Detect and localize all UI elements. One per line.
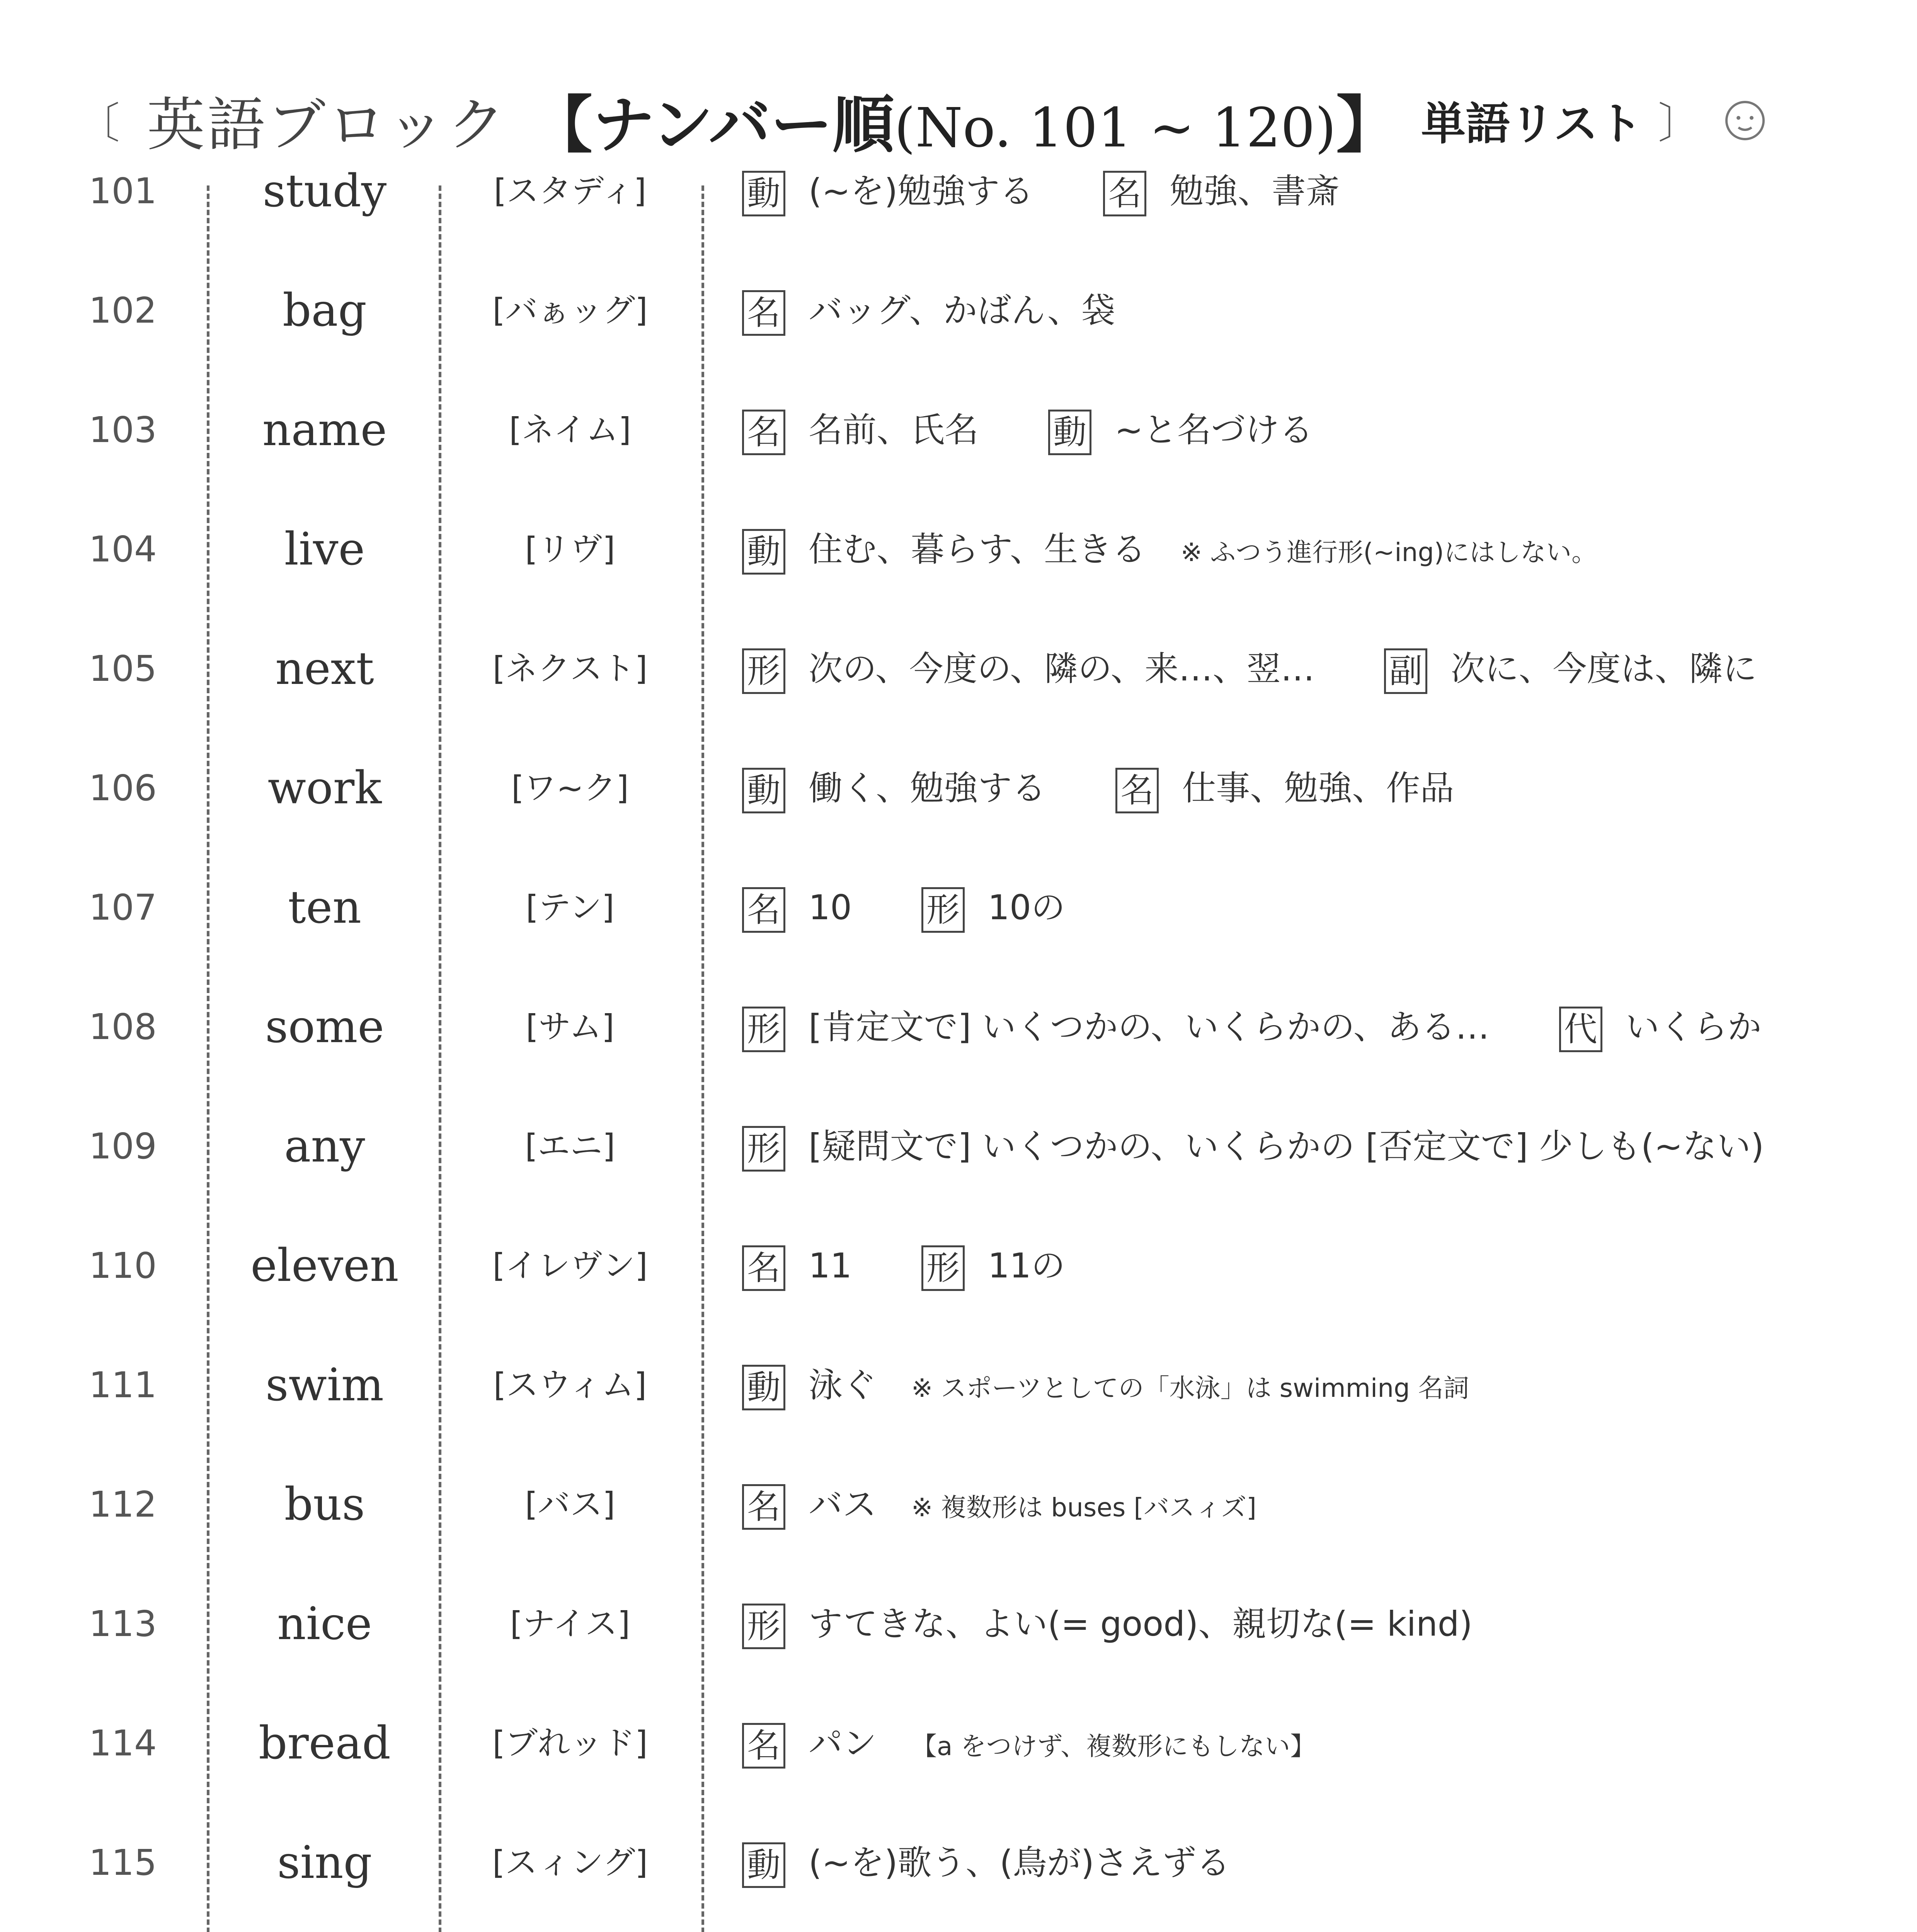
word-row bbox=[0, 1803, 1917, 1922]
definition-text: 11の bbox=[987, 1246, 1065, 1286]
pronunciation: [ネクスト] bbox=[492, 650, 648, 687]
word-meanings bbox=[742, 1564, 1473, 1684]
pronunciation: [サム] bbox=[526, 1008, 615, 1046]
word-number bbox=[89, 1922, 157, 1932]
definition-text: 次に、今度は、隣に bbox=[1451, 649, 1757, 689]
part-of-speech-badge: 名 bbox=[742, 1484, 785, 1530]
part-of-speech-badge: 形 bbox=[921, 1245, 965, 1291]
part-of-speech-badge: 名 bbox=[742, 1723, 785, 1769]
definition-text: 住む、暮らす、生きる bbox=[809, 529, 1146, 569]
definition-text: 11 bbox=[809, 1246, 852, 1286]
part-of-speech-badge: 名 bbox=[742, 410, 785, 455]
english-word: eleven bbox=[250, 1240, 399, 1292]
definition-text: 勉強、書斎 bbox=[1170, 171, 1340, 211]
word-number: 110 bbox=[89, 1245, 157, 1286]
pronunciation: [イレヴン] bbox=[492, 1247, 648, 1284]
word-meanings bbox=[742, 609, 1757, 728]
word-meanings bbox=[742, 370, 1313, 490]
definition-text: [疑問文で] いくつかの、いくらかの [否定文で] 少しも(~ない) bbox=[809, 1126, 1764, 1166]
definition-text: バス bbox=[809, 1485, 877, 1524]
definition-text: 10の bbox=[987, 888, 1065, 927]
english-word: bag bbox=[283, 284, 367, 337]
word-meanings bbox=[742, 1922, 1576, 1932]
word-number: 107 bbox=[89, 887, 157, 928]
word-number: 101 bbox=[89, 170, 157, 212]
pronunciation: [リヴ] bbox=[525, 530, 615, 568]
pronunciation: [バス] bbox=[525, 1485, 615, 1523]
pronunciation: [バぁッグ] bbox=[492, 291, 648, 329]
pronunciation: [ブれッド] bbox=[492, 1724, 648, 1762]
word-number: 104 bbox=[89, 529, 157, 570]
word-number: 111 bbox=[89, 1364, 157, 1406]
definition-text: 働く、勉強する bbox=[809, 768, 1046, 808]
word-meanings bbox=[742, 1684, 1316, 1803]
part-of-speech-badge: 名 bbox=[742, 1245, 785, 1291]
english-word: some bbox=[265, 1001, 384, 1053]
part-of-speech-badge: 形 bbox=[921, 887, 965, 933]
english-word: live bbox=[284, 523, 365, 575]
english-word: sing bbox=[277, 1837, 372, 1889]
part-of-speech-badge: 動 bbox=[1048, 410, 1091, 455]
definition-text: (~を)歌う、(鳥が)さえずる bbox=[809, 1843, 1231, 1883]
part-of-speech-badge: 名 bbox=[742, 887, 785, 933]
definition-text: 泳ぐ bbox=[809, 1365, 877, 1405]
title-end: 】 bbox=[1336, 89, 1398, 161]
word-row bbox=[0, 1564, 1917, 1684]
part-of-speech-badge: 副 bbox=[1384, 648, 1427, 694]
word-meanings bbox=[742, 1803, 1230, 1922]
word-meanings bbox=[742, 848, 1065, 967]
definition-text: すてきな、よい(= good)、親切な(= kind) bbox=[809, 1604, 1473, 1644]
english-word: study bbox=[262, 165, 387, 217]
header-close-bracket: 〕 bbox=[1658, 99, 1701, 148]
word-row bbox=[0, 1684, 1917, 1803]
pronunciation: [ナイス] bbox=[510, 1605, 630, 1643]
pronunciation: [エニ] bbox=[525, 1127, 615, 1165]
english-word: swim bbox=[266, 1359, 384, 1411]
part-of-speech-badge: 形 bbox=[742, 1126, 785, 1172]
part-of-speech-badge: 形 bbox=[742, 1604, 785, 1649]
word-number: 112 bbox=[89, 1484, 157, 1525]
part-of-speech-badge: 名 bbox=[1103, 171, 1146, 216]
pronunciation: [ワ~ク] bbox=[511, 769, 629, 807]
word-meanings bbox=[742, 1325, 1469, 1445]
word-row bbox=[0, 609, 1917, 728]
english-word: next bbox=[275, 643, 374, 695]
pronunciation: [ネイム] bbox=[509, 411, 631, 449]
word-row bbox=[0, 848, 1917, 967]
word-row bbox=[0, 251, 1917, 370]
word-number: 106 bbox=[89, 767, 157, 809]
part-of-speech-badge: 動 bbox=[742, 1365, 785, 1410]
word-row bbox=[0, 131, 1917, 251]
usage-note: ※ 複数形は buses [バスィズ] bbox=[911, 1493, 1256, 1522]
part-of-speech-badge: 形 bbox=[742, 648, 785, 694]
definition-text: 10 bbox=[809, 888, 852, 927]
usage-note: 【a をつけず、複数形にもしない】 bbox=[911, 1731, 1316, 1761]
word-meanings bbox=[742, 490, 1597, 609]
part-of-speech-badge: 動 bbox=[742, 768, 785, 813]
word-number: 102 bbox=[89, 290, 157, 331]
word-meanings bbox=[742, 1445, 1256, 1564]
word-number: 115 bbox=[89, 1842, 157, 1883]
definition-text: 名前、氏名 bbox=[809, 410, 979, 450]
word-meanings bbox=[742, 967, 1762, 1087]
part-of-speech-badge: 形 bbox=[742, 1007, 785, 1052]
header-open-bracket: 〔 bbox=[77, 99, 120, 148]
definition-text: [肯定文で] いくつかの、いくらかの、ある… bbox=[809, 1007, 1490, 1047]
word-row bbox=[0, 490, 1917, 609]
definition-text: バッグ、かばん、袋 bbox=[809, 291, 1115, 330]
word-number: 103 bbox=[89, 409, 157, 451]
definition-text: いくらか bbox=[1625, 1007, 1762, 1047]
pronunciation bbox=[444, 1922, 696, 1932]
english-word: ten bbox=[288, 881, 361, 934]
definition-text: パン bbox=[809, 1723, 877, 1763]
part-of-speech-badge: 動 bbox=[742, 1842, 785, 1888]
english-word: name bbox=[262, 404, 387, 456]
word-number: 109 bbox=[89, 1126, 157, 1167]
pronunciation: [スウィム] bbox=[493, 1366, 647, 1404]
word-row bbox=[0, 1206, 1917, 1325]
definition-text: ~と名づける bbox=[1115, 410, 1313, 450]
english-word: bus bbox=[284, 1478, 365, 1531]
english-word: work bbox=[267, 762, 382, 814]
word-row bbox=[0, 1087, 1917, 1206]
definition-text: (~を)勉強する bbox=[809, 171, 1034, 211]
word-row bbox=[0, 1445, 1917, 1564]
english-word bbox=[216, 1922, 433, 1932]
title-main: 【ナンバー順 bbox=[531, 89, 894, 161]
english-word: bread bbox=[259, 1717, 391, 1769]
english-word: nice bbox=[277, 1598, 372, 1650]
usage-note: ※ スポーツとしての「水泳」は swimming 名詞 bbox=[911, 1373, 1469, 1403]
word-meanings bbox=[742, 131, 1340, 251]
word-row bbox=[0, 728, 1917, 848]
pronunciation: [テン] bbox=[526, 888, 615, 926]
part-of-speech-badge: 動 bbox=[742, 171, 785, 216]
word-meanings bbox=[742, 728, 1454, 848]
word-row bbox=[0, 1922, 1917, 1932]
brand-logo: 英語ブロック bbox=[147, 92, 508, 159]
part-of-speech-badge: 動 bbox=[742, 529, 785, 575]
title-range: (No. 101 ~ 120) bbox=[894, 97, 1336, 160]
definition-text: 仕事、勉強、作品 bbox=[1182, 768, 1454, 808]
definition-text: 次の、今度の、隣の、来…、翌… bbox=[809, 649, 1315, 689]
part-of-speech-badge: 代 bbox=[1559, 1007, 1602, 1052]
word-number: 113 bbox=[89, 1603, 157, 1645]
word-number: 108 bbox=[89, 1006, 157, 1048]
word-meanings bbox=[742, 1206, 1065, 1325]
word-meanings bbox=[742, 251, 1115, 370]
page-subtitle: 単語リスト bbox=[1421, 98, 1643, 150]
word-row bbox=[0, 967, 1917, 1087]
usage-note: ※ ふつう進行形(~ing)にはしない。 bbox=[1180, 537, 1597, 567]
english-word: any bbox=[284, 1120, 365, 1172]
word-number: 105 bbox=[89, 648, 157, 689]
word-row bbox=[0, 370, 1917, 490]
pronunciation: [スィング] bbox=[492, 1844, 648, 1881]
part-of-speech-badge: 名 bbox=[742, 290, 785, 336]
part-of-speech-badge: 名 bbox=[1115, 768, 1159, 813]
word-number: 114 bbox=[89, 1723, 157, 1764]
word-meanings bbox=[742, 1087, 1764, 1206]
word-row bbox=[0, 1325, 1917, 1445]
pronunciation: [スタディ] bbox=[494, 172, 647, 210]
